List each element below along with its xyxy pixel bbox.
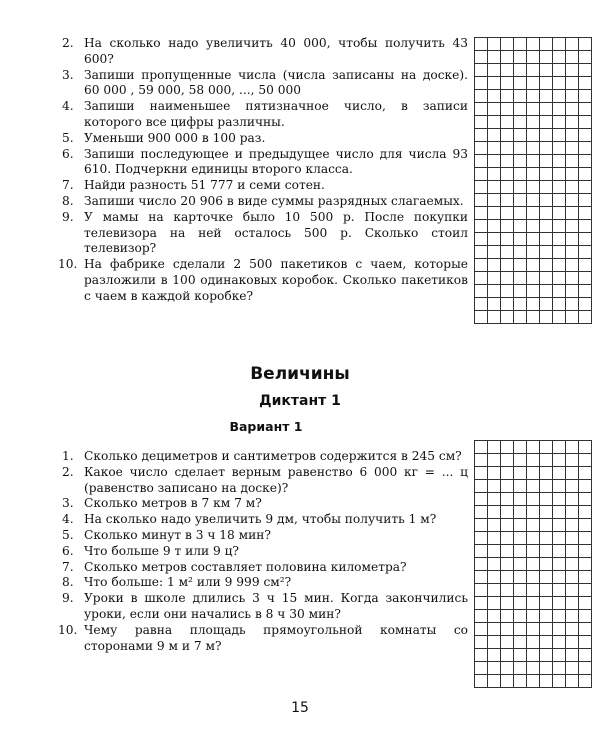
list-item	[58, 591, 468, 623]
question-text: Найди разность 51 777 и семи сотен.	[84, 178, 325, 193]
question-number: 9.	[62, 209, 74, 224]
list-item	[58, 68, 468, 100]
question-text: Сколько минут в 3 ч 18 мин?	[84, 527, 271, 542]
question-number: 3.	[62, 496, 74, 511]
question-number: 2.	[62, 36, 74, 50]
question-number: 7.	[62, 178, 74, 193]
list-item	[58, 210, 468, 257]
list-item	[58, 575, 468, 591]
question-number: 6.	[62, 543, 74, 558]
question-list-1	[58, 36, 468, 305]
question-text: На сколько надо увеличить 40 000, чтобы получить 43 600?	[84, 36, 468, 66]
list-item	[58, 99, 468, 131]
list-item	[58, 449, 468, 465]
list-item	[58, 528, 468, 544]
dictation-title: Диктант 1	[259, 393, 341, 409]
question-text: Чему равна площадь прямоугольной комнаты со сторонами 9 м и 7 м?	[84, 622, 468, 653]
question-list-2	[58, 449, 468, 654]
question-text: Какое число сделает верным равенство 6 000 кг = ... ц (равенство записано на доске)?	[84, 464, 468, 495]
answer-grid-2[interactable]	[474, 440, 592, 688]
question-text: Сколько дециметров и сантиметров содержится в 245 см?	[84, 449, 462, 463]
question-number: 6.	[62, 146, 74, 161]
question-number: 8.	[62, 575, 74, 590]
question-text: Запиши число 20 906 в виде суммы разрядных слагаемых.	[84, 193, 464, 208]
list-item	[58, 465, 468, 497]
list-item	[58, 257, 468, 304]
question-number: 9.	[62, 591, 74, 606]
question-text: У мамы на карточке было 10 500 р. После покупки телевизора на ней осталось 500 р. Сколько стоил телевизор?	[84, 209, 468, 256]
question-text: Что больше 9 т или 9 ц?	[84, 543, 239, 558]
list-item	[58, 544, 468, 560]
section-title: Величины	[250, 364, 350, 384]
question-number: 10.	[58, 622, 78, 637]
list-item	[58, 496, 468, 512]
question-text: На сколько надо увеличить 9 дм, чтобы получить 1 м?	[84, 512, 437, 527]
question-text: Сколько метров составляет половина километра?	[84, 559, 407, 574]
question-text: Уроки в школе длились 3 ч 15 мин. Когда закончились уроки, если они начались в 8 ч 30 мин?	[84, 591, 468, 621]
variant-title: Вариант 1	[229, 419, 303, 434]
answer-grid-1[interactable]	[474, 37, 592, 324]
list-item	[58, 178, 468, 194]
question-text: Уменьши 900 000 в 100 раз.	[84, 130, 266, 145]
list-item	[58, 560, 468, 576]
question-text: Запиши наименьшее пятизначное число, в записи которого все цифры различны.	[84, 99, 468, 129]
question-text: Запиши последующее и предыдущее число для числа 93 610. Подчеркни единицы второго класса.	[84, 146, 468, 177]
question-number: 8.	[62, 193, 74, 208]
question-text: Запиши пропущенные числа (числа записаны на доске). 60 000 , 59 000, 58 000, ..., 50 000	[84, 67, 468, 98]
question-number: 4.	[62, 512, 74, 527]
question-text: На фабрике сделали 2 500 пакетиков с чаем, которые разложили в 100 одинаковых коробок. Сколько пакетиков с чаем в каждой коробке?	[84, 257, 468, 303]
question-number: 1.	[62, 449, 74, 463]
page-number: 15	[291, 700, 309, 716]
list-item	[58, 147, 468, 179]
list-item	[58, 194, 468, 210]
list-item	[58, 623, 468, 655]
question-number: 3.	[62, 67, 74, 82]
question-text: Что больше: 1 м² или 9 999 см²?	[84, 575, 292, 590]
question-number: 10.	[58, 257, 78, 272]
question-text: Сколько метров в 7 км 7 м?	[84, 496, 262, 511]
question-number: 5.	[62, 130, 74, 145]
list-item	[58, 512, 468, 528]
question-number: 7.	[62, 559, 74, 574]
question-number: 4.	[62, 99, 74, 114]
question-number: 2.	[62, 464, 74, 479]
list-item	[58, 36, 468, 68]
list-item	[58, 131, 468, 147]
question-number: 5.	[62, 527, 74, 542]
